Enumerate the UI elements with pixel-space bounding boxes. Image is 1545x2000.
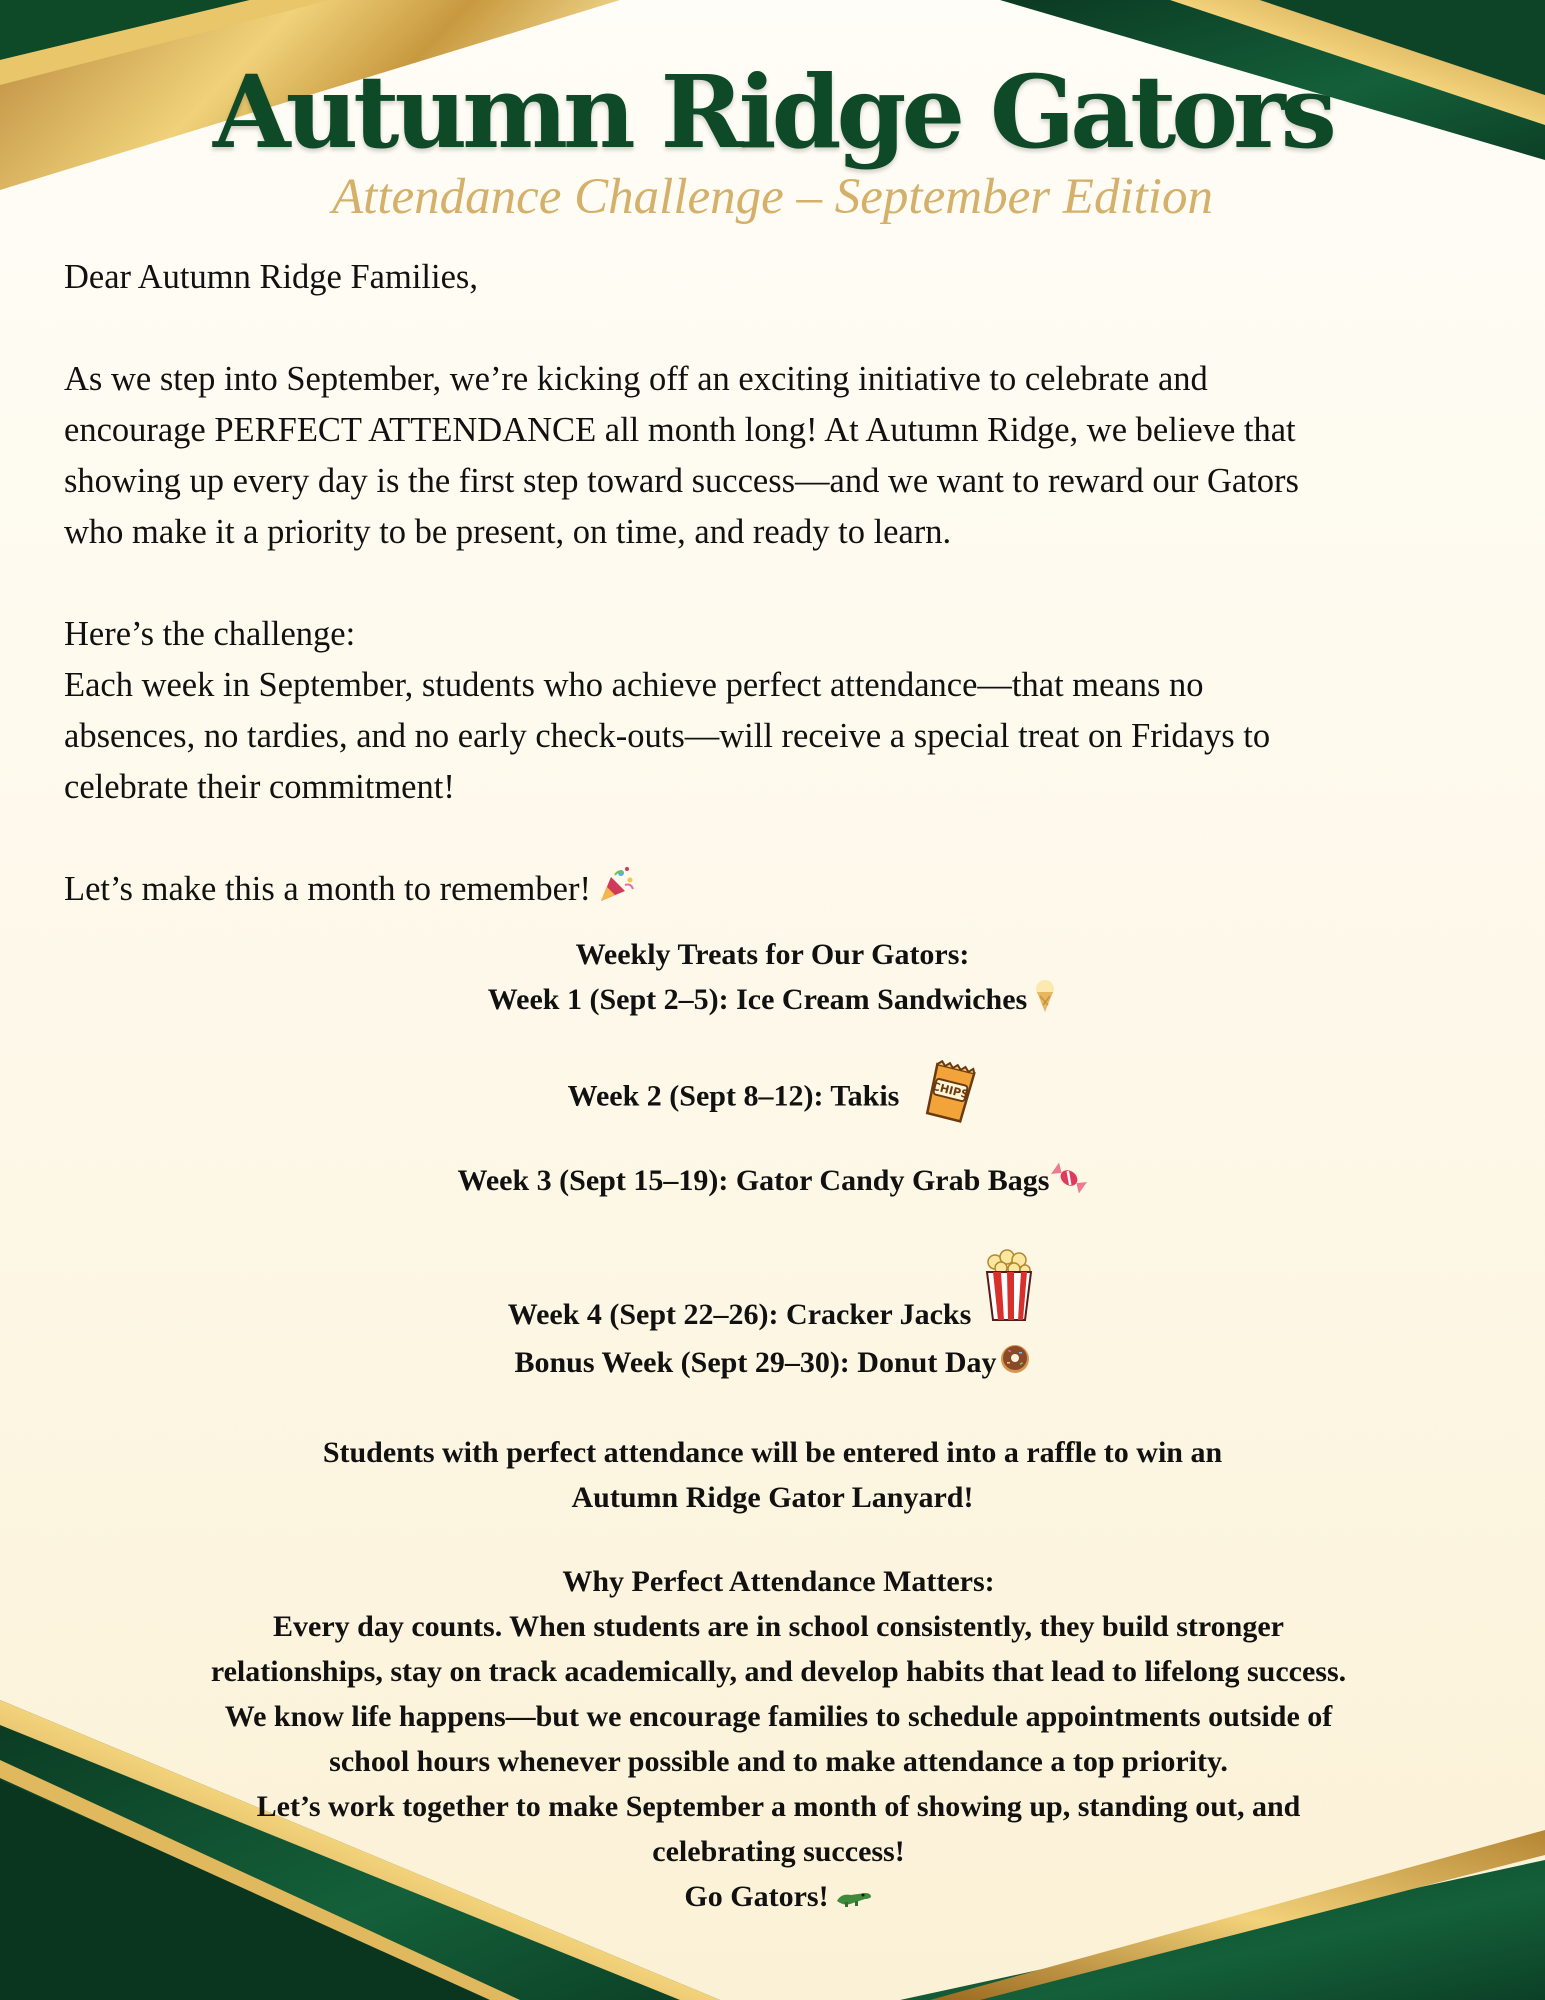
why-line: school hours whenever possible and to make attendance a top priority. [329, 1745, 1228, 1778]
remember-text: Let’s make this a month to remember! [64, 870, 591, 908]
intro-line: encourage PERFECT ATTENDANCE all month long! At Autumn Ridge, we believe that [64, 411, 1296, 449]
intro-line: As we step into September, we’re kicking off an exciting initiative to celebrate and [64, 360, 1208, 398]
treats-heading: Weekly Treats for Our Gators: [575, 938, 970, 971]
intro-line: showing up every day is the first step toward success—and we want to reward our Gators [64, 462, 1299, 500]
popcorn-icon [981, 1248, 1037, 1337]
why-line: Let’s work together to make September a month of showing up, standing out, and [256, 1790, 1301, 1823]
raffle-line: Autumn Ridge Gator Lanyard! [571, 1481, 974, 1514]
why-line: relationships, stay on track academically, and develop habits that lead to lifelong success. [210, 1655, 1347, 1688]
why-heading: Why Perfect Attendance Matters: [562, 1565, 995, 1598]
treat-bonus-week: Bonus Week (Sept 29–30): Donut Day [0, 1340, 1545, 1388]
page-title: Autumn Ridge Gators [213, 53, 1332, 171]
treat-week-4: Week 4 (Sept 22–26): Cracker Jacks [0, 1248, 1545, 1337]
why-line: We know life happens—but we encourage families to schedule appointments outside of [224, 1700, 1333, 1733]
greeting: Dear Autumn Ridge Families, [64, 258, 478, 296]
chips-bag-icon [923, 1060, 977, 1137]
treat-week-3: Week 3 (Sept 15–19): Gator Candy Grab Bags [0, 1158, 1545, 1206]
remember-line [64, 864, 1484, 920]
treat-week-1: Week 1 (Sept 2–5): Ice Cream Sandwiches [0, 977, 1545, 1026]
donut-icon [999, 1343, 1031, 1388]
treat-week-3-row [0, 1158, 1545, 1206]
challenge-line: celebrate their commitment! [64, 768, 455, 806]
treat-week-4-row [0, 1248, 1545, 1337]
chips-label: CHIPS [931, 1079, 971, 1102]
alligator-icon [835, 1877, 873, 1922]
raffle-line: Students with perfect attendance will be entered into a raffle to win an [322, 1436, 1223, 1469]
why-line: Every day counts. When students are in school consistently, they build stronger [273, 1610, 1284, 1643]
letter-body [64, 252, 1484, 920]
challenge-heading: Here’s the challenge: [64, 615, 356, 653]
challenge-line: absences, no tardies, and no early check-outs—will receive a special treat on Fridays to [64, 717, 1271, 755]
party-popper-icon [597, 865, 637, 920]
treat-week-2-row [0, 1060, 1545, 1137]
ice-cream-icon [1033, 979, 1057, 1026]
page-subtitle: Attendance Challenge – September Edition [332, 169, 1213, 225]
why-line: celebrating success! [652, 1835, 905, 1868]
treat-bonus-row [0, 1340, 1545, 1388]
intro-line: who make it a priority to be present, on time, and ready to learn. [64, 513, 952, 551]
treats-section [0, 932, 1545, 1026]
challenge-line: Each week in September, students who achieve perfect attendance—that means no [64, 666, 1204, 704]
treat-week-2: Week 2 (Sept 8–12): Takis CHIPS [0, 1060, 1545, 1137]
candy-icon [1051, 1161, 1087, 1206]
closing-line: Go Gators! [6, 1874, 1545, 1922]
why-section [6, 1559, 1545, 1922]
raffle-section [0, 1430, 1545, 1520]
